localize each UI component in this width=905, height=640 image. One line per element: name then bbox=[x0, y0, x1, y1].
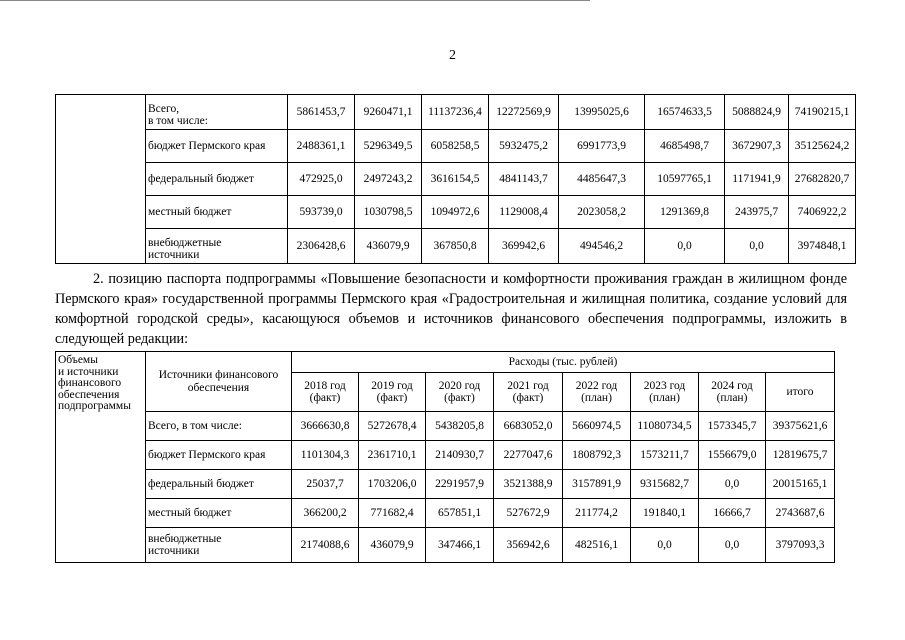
amount-cell: 472925,0 bbox=[288, 163, 355, 196]
amount-cell: 1171941,9 bbox=[725, 163, 789, 196]
amount-cell: 5296349,5 bbox=[355, 130, 422, 163]
amount-cell: 2174088,6 bbox=[292, 528, 359, 563]
amount-cell: 347466,1 bbox=[426, 528, 494, 563]
amount-cell: 482516,1 bbox=[563, 528, 631, 563]
source-label: Всего, в том числе: bbox=[146, 95, 288, 130]
amount-cell: 2023058,2 bbox=[559, 196, 645, 229]
amount-cell: 2497243,2 bbox=[355, 163, 422, 196]
source-label: Всего, в том числе: bbox=[146, 412, 292, 441]
amount-cell: 2488361,1 bbox=[288, 130, 355, 163]
amount-cell: 9315682,7 bbox=[631, 470, 699, 499]
amount-cell: 657851,1 bbox=[426, 499, 494, 528]
amount-cell: 2291957,9 bbox=[426, 470, 494, 499]
amount-cell: 5438205,8 bbox=[426, 412, 494, 441]
year-header: 2019 год (факт) bbox=[359, 373, 426, 412]
amount-cell: 4841143,7 bbox=[489, 163, 559, 196]
year-header: 2024 год (план) bbox=[699, 373, 766, 412]
amount-cell: 5861453,7 bbox=[288, 95, 355, 130]
amount-cell: 6058258,5 bbox=[422, 130, 489, 163]
amount-cell: 6991773,9 bbox=[559, 130, 645, 163]
table-row bbox=[56, 470, 835, 499]
table-row bbox=[56, 528, 835, 563]
source-label: федеральный бюджет bbox=[146, 163, 288, 196]
amendment-paragraph bbox=[55, 269, 847, 349]
amount-cell: 367850,8 bbox=[422, 229, 489, 264]
amount-cell: 436079,9 bbox=[355, 229, 422, 264]
amount-cell: 5660974,5 bbox=[563, 412, 631, 441]
year-header: итого bbox=[766, 373, 835, 412]
amount-cell: 527672,9 bbox=[494, 499, 563, 528]
amount-cell: 16666,7 bbox=[699, 499, 766, 528]
amount-cell: 3672907,3 bbox=[725, 130, 789, 163]
amount-cell: 366200,2 bbox=[292, 499, 359, 528]
amount-cell: 25037,7 bbox=[292, 470, 359, 499]
table-row bbox=[56, 229, 856, 264]
year-header: 2023 год (план) bbox=[631, 373, 699, 412]
amount-cell: 369942,6 bbox=[489, 229, 559, 264]
amount-cell: 1291369,8 bbox=[645, 196, 725, 229]
amount-cell: 3797093,3 bbox=[766, 528, 835, 563]
amount-cell: 27682820,7 bbox=[789, 163, 856, 196]
amount-cell: 9260471,1 bbox=[355, 95, 422, 130]
amount-cell: 20015165,1 bbox=[766, 470, 835, 499]
amount-cell: 1703206,0 bbox=[359, 470, 426, 499]
year-header: 2018 год (факт) bbox=[292, 373, 359, 412]
funding-table-new bbox=[55, 351, 835, 563]
amount-cell: 3616154,5 bbox=[422, 163, 489, 196]
amount-cell: 10597765,1 bbox=[645, 163, 725, 196]
table-row bbox=[56, 441, 835, 470]
amount-cell: 2361710,1 bbox=[359, 441, 426, 470]
amount-cell: 3157891,9 bbox=[563, 470, 631, 499]
source-label: бюджет Пермского края bbox=[146, 130, 288, 163]
sources-header: Источники финансового обеспечения bbox=[146, 352, 292, 412]
amount-cell: 356942,6 bbox=[494, 528, 563, 563]
source-label: внебюджетные источники bbox=[146, 229, 288, 264]
source-label: федеральный бюджет bbox=[146, 470, 292, 499]
source-label: внебюджетные источники bbox=[146, 528, 292, 563]
amount-cell: 191840,1 bbox=[631, 499, 699, 528]
amount-cell: 2140930,7 bbox=[426, 441, 494, 470]
amount-cell: 11137236,4 bbox=[422, 95, 489, 130]
year-header: 2021 год (факт) bbox=[494, 373, 563, 412]
amount-cell: 1101304,3 bbox=[292, 441, 359, 470]
amount-cell: 1808792,3 bbox=[563, 441, 631, 470]
amount-cell: 243975,7 bbox=[725, 196, 789, 229]
amount-cell: 12819675,7 bbox=[766, 441, 835, 470]
amount-cell: 436079,9 bbox=[359, 528, 426, 563]
amount-cell: 2306428,6 bbox=[288, 229, 355, 264]
amount-cell: 0,0 bbox=[699, 528, 766, 563]
page-number: 2 bbox=[449, 48, 456, 63]
amount-cell: 1573211,7 bbox=[631, 441, 699, 470]
amount-cell: 3666630,8 bbox=[292, 412, 359, 441]
expenses-header: Расходы (тыс. рублей) bbox=[292, 352, 835, 373]
table-row bbox=[56, 412, 835, 441]
amount-cell: 13995025,6 bbox=[559, 95, 645, 130]
amount-cell: 593739,0 bbox=[288, 196, 355, 229]
table-row bbox=[56, 499, 835, 528]
empty-header-cell bbox=[56, 95, 146, 264]
year-header: 2022 год (план) bbox=[563, 373, 631, 412]
amount-cell: 11080734,5 bbox=[631, 412, 699, 441]
amount-cell: 211774,2 bbox=[563, 499, 631, 528]
amount-cell: 16574633,5 bbox=[645, 95, 725, 130]
source-label: местный бюджет bbox=[146, 499, 292, 528]
amount-cell: 0,0 bbox=[631, 528, 699, 563]
amount-cell: 35125624,2 bbox=[789, 130, 856, 163]
table-row bbox=[56, 130, 856, 163]
amount-cell: 5932475,2 bbox=[489, 130, 559, 163]
amount-cell: 2743687,6 bbox=[766, 499, 835, 528]
amount-cell: 0,0 bbox=[725, 229, 789, 264]
amount-cell: 0,0 bbox=[645, 229, 725, 264]
source-label: местный бюджет bbox=[146, 196, 288, 229]
amount-cell: 4685498,7 bbox=[645, 130, 725, 163]
amount-cell: 1030798,5 bbox=[355, 196, 422, 229]
amount-cell: 0,0 bbox=[699, 470, 766, 499]
amount-cell: 1556679,0 bbox=[699, 441, 766, 470]
funding-volumes-header: Объемы и источники финансового обеспечения подпрограммы bbox=[56, 352, 146, 563]
year-header: 2020 год (факт) bbox=[426, 373, 494, 412]
amount-cell: 3521388,9 bbox=[494, 470, 563, 499]
paragraph-text: 2. позицию паспорта подпрограммы «Повышение безопасности и комфортности проживания граждан в жилищном фонде Пермского края» государственной программы Пермского края «Градостроительная и жилищная политика, создание условий для комфортной городской среды», касающуюся объемов и источников финансового обеспечения подпрограммы, изложить в следующей редакции: bbox=[55, 271, 847, 347]
amount-cell: 5088824,9 bbox=[725, 95, 789, 130]
amount-cell: 771682,4 bbox=[359, 499, 426, 528]
amount-cell: 12272569,9 bbox=[489, 95, 559, 130]
amount-cell: 494546,2 bbox=[559, 229, 645, 264]
table-row bbox=[56, 163, 856, 196]
amount-cell: 5272678,4 bbox=[359, 412, 426, 441]
funding-table-previous bbox=[55, 94, 856, 264]
scan-top-rule bbox=[0, 0, 590, 1]
source-label: бюджет Пермского края bbox=[146, 441, 292, 470]
amount-cell: 1129008,4 bbox=[489, 196, 559, 229]
table-row bbox=[56, 95, 856, 130]
table-row bbox=[56, 196, 856, 229]
amount-cell: 2277047,6 bbox=[494, 441, 563, 470]
amount-cell: 3974848,1 bbox=[789, 229, 856, 264]
amount-cell: 7406922,2 bbox=[789, 196, 856, 229]
amount-cell: 6683052,0 bbox=[494, 412, 563, 441]
amount-cell: 1094972,6 bbox=[422, 196, 489, 229]
amount-cell: 39375621,6 bbox=[766, 412, 835, 441]
amount-cell: 1573345,7 bbox=[699, 412, 766, 441]
amount-cell: 4485647,3 bbox=[559, 163, 645, 196]
amount-cell: 74190215,1 bbox=[789, 95, 856, 130]
